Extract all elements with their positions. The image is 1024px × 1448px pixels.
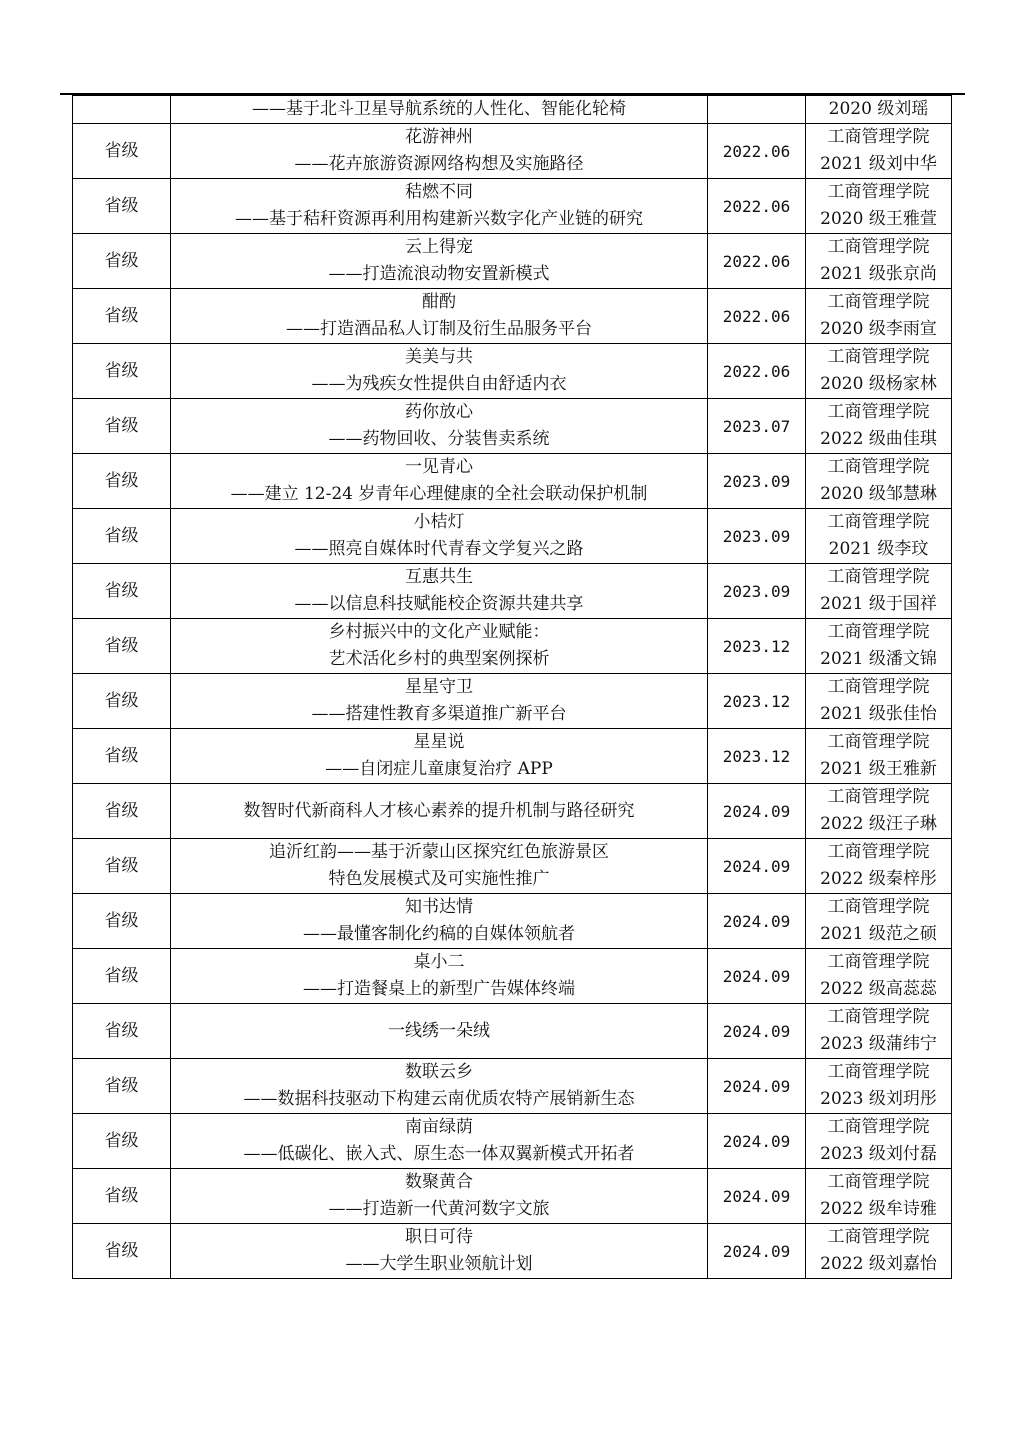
title-cell xyxy=(171,674,708,729)
owner-cell xyxy=(806,674,952,729)
owner-line: 工商管理学院 xyxy=(827,897,930,917)
owner-line: 2022 级汪子琳 xyxy=(820,814,937,834)
title-cell xyxy=(171,1224,708,1279)
level-cell: 省级 xyxy=(73,894,171,949)
date-cell: 2024.09 xyxy=(708,894,806,949)
title-line: ——建立 12-24 岁青年心理健康的全社会联动保护机制 xyxy=(230,484,648,504)
owner-line: 工商管理学院 xyxy=(827,677,930,697)
table-row xyxy=(73,784,952,839)
table-row xyxy=(73,289,952,344)
title-line: 追沂红韵——基于沂蒙山区探究红色旅游景区 xyxy=(269,842,609,862)
title-line: 特色发展模式及可实施性推广 xyxy=(328,869,550,889)
owner-line: 工商管理学院 xyxy=(827,732,930,752)
date-cell xyxy=(708,96,806,124)
title-line: 酣酌 xyxy=(422,292,456,312)
table-row xyxy=(73,1169,952,1224)
owner-cell xyxy=(806,344,952,399)
title-line: 艺术活化乡村的典型案例探析 xyxy=(328,649,550,669)
table-row xyxy=(73,619,952,674)
owner-line: 工商管理学院 xyxy=(827,512,930,532)
date-cell: 2023.12 xyxy=(708,674,806,729)
title-line: 乡村振兴中的文化产业赋能： xyxy=(328,622,550,642)
title-line: ——自闭症儿童康复治疗 APP xyxy=(325,759,553,779)
title-line: 知书达情 xyxy=(405,897,473,917)
owner-line: 2021 级范之硕 xyxy=(820,924,937,944)
title-cell xyxy=(171,949,708,1004)
date-cell: 2024.09 xyxy=(708,1059,806,1114)
owner-line: 2021 级刘中华 xyxy=(820,154,937,174)
owner-line: 2021 级张京尚 xyxy=(820,264,937,284)
owner-line: 工商管理学院 xyxy=(827,787,930,807)
date-cell: 2022.06 xyxy=(708,124,806,179)
owner-line: 2022 级秦梓彤 xyxy=(820,869,937,889)
title-cell xyxy=(171,729,708,784)
title-line: ——打造新一代黄河数字文旅 xyxy=(328,1199,550,1219)
owner-line: 2023 级刘付磊 xyxy=(820,1144,937,1164)
level-cell: 省级 xyxy=(73,784,171,839)
owner-line: 工商管理学院 xyxy=(827,1062,930,1082)
owner-line: 2020 级王雅萱 xyxy=(820,209,937,229)
title-line: 桌小二 xyxy=(413,952,465,972)
owner-line: 2021 级王雅新 xyxy=(820,759,937,779)
title-line: ——药物回收、分装售卖系统 xyxy=(328,429,550,449)
owner-cell xyxy=(806,1224,952,1279)
title-cell xyxy=(171,1169,708,1224)
owner-cell xyxy=(806,1059,952,1114)
owner-line: 2021 级潘文锦 xyxy=(820,649,937,669)
title-line: 南亩绿荫 xyxy=(405,1117,473,1137)
title-cell xyxy=(171,894,708,949)
table-row xyxy=(73,509,952,564)
owner-line: 2020 级杨家林 xyxy=(820,374,937,394)
title-cell xyxy=(171,1004,708,1059)
level-cell: 省级 xyxy=(73,839,171,894)
date-cell: 2023.12 xyxy=(708,619,806,674)
title-line: ——搭建性教育多渠道推广新平台 xyxy=(311,704,567,724)
date-cell: 2023.09 xyxy=(708,454,806,509)
level-cell: 省级 xyxy=(73,1224,171,1279)
awards-table-body xyxy=(73,96,952,1279)
owner-line: 工商管理学院 xyxy=(827,1117,930,1137)
level-cell: 省级 xyxy=(73,234,171,289)
title-line: ——以信息科技赋能校企资源共建共享 xyxy=(294,594,584,614)
title-line: ——数据科技驱动下构建云南优质农特产展销新生态 xyxy=(243,1089,635,1109)
owner-cell xyxy=(806,1114,952,1169)
date-cell: 2022.06 xyxy=(708,234,806,289)
owner-cell xyxy=(806,454,952,509)
level-cell: 省级 xyxy=(73,949,171,1004)
owner-line: 2021 级张佳怡 xyxy=(820,704,937,724)
owner-cell xyxy=(806,784,952,839)
level-cell xyxy=(73,96,171,124)
title-line: ——最懂客制化约稿的自媒体领航者 xyxy=(303,924,575,944)
table-row xyxy=(73,564,952,619)
level-cell: 省级 xyxy=(73,619,171,674)
date-cell: 2024.09 xyxy=(708,1004,806,1059)
title-cell xyxy=(171,619,708,674)
title-line: ——照亮自媒体时代青春文学复兴之路 xyxy=(294,539,584,559)
owner-line: 2020 级李雨宣 xyxy=(820,319,937,339)
owner-line: 工商管理学院 xyxy=(827,457,930,477)
owner-cell xyxy=(806,96,952,124)
table-row xyxy=(73,949,952,1004)
title-line: 星星说 xyxy=(413,732,465,752)
owner-line: 2020 级刘瑶 xyxy=(828,99,929,119)
date-cell: 2023.09 xyxy=(708,564,806,619)
owner-cell xyxy=(806,729,952,784)
owner-line: 2022 级牟诗雅 xyxy=(820,1199,937,1219)
table-row xyxy=(73,399,952,454)
title-cell xyxy=(171,564,708,619)
title-line: 数智时代新商科人才核心素养的提升机制与路径研究 xyxy=(243,800,635,821)
table-row xyxy=(73,234,952,289)
date-cell: 2023.12 xyxy=(708,729,806,784)
owner-line: 工商管理学院 xyxy=(827,842,930,862)
title-line: ——基于北斗卫星导航系统的人性化、智能化轮椅 xyxy=(252,99,626,119)
date-cell: 2022.06 xyxy=(708,344,806,399)
title-line: ——打造流浪动物安置新模式 xyxy=(328,264,550,284)
owner-cell xyxy=(806,619,952,674)
title-line: 秸燃不同 xyxy=(405,182,473,202)
owner-line: 2023 级蒲纬宁 xyxy=(820,1034,937,1054)
level-cell: 省级 xyxy=(73,1169,171,1224)
owner-line: 2020 级邹慧琳 xyxy=(820,484,937,504)
table-row xyxy=(73,1059,952,1114)
title-line: 数联云乡 xyxy=(405,1062,473,1082)
table-row xyxy=(73,674,952,729)
date-cell: 2024.09 xyxy=(708,839,806,894)
table-row xyxy=(73,344,952,399)
owner-line: 工商管理学院 xyxy=(827,1007,930,1027)
title-line: ——基于秸秆资源再利用构建新兴数字化产业链的研究 xyxy=(235,209,643,229)
date-cell: 2022.06 xyxy=(708,179,806,234)
owner-line: 工商管理学院 xyxy=(827,1227,930,1247)
date-cell: 2024.09 xyxy=(708,949,806,1004)
title-line: 职日可待 xyxy=(405,1227,473,1247)
title-cell xyxy=(171,454,708,509)
owner-cell xyxy=(806,839,952,894)
title-line: ——花卉旅游资源网络构想及实施路径 xyxy=(294,154,584,174)
owner-cell xyxy=(806,289,952,344)
title-line: 数聚黄合 xyxy=(405,1172,473,1192)
owner-line: 2022 级高蕊蕊 xyxy=(820,979,937,999)
owner-line: 工商管理学院 xyxy=(827,347,930,367)
title-line: ——打造酒品私人订制及衍生品服务平台 xyxy=(286,319,592,339)
owner-line: 2021 级李玟 xyxy=(828,539,929,559)
level-cell: 省级 xyxy=(73,1059,171,1114)
table-row xyxy=(73,454,952,509)
title-line: 花游神州 xyxy=(405,127,473,147)
table-row xyxy=(73,839,952,894)
title-line: ——大学生职业领航计划 xyxy=(345,1254,533,1274)
owner-cell xyxy=(806,564,952,619)
title-cell xyxy=(171,289,708,344)
date-cell: 2022.06 xyxy=(708,289,806,344)
title-cell xyxy=(171,839,708,894)
owner-cell xyxy=(806,234,952,289)
owner-line: 工商管理学院 xyxy=(827,622,930,642)
title-line: 美美与共 xyxy=(405,347,473,367)
title-cell xyxy=(171,1059,708,1114)
level-cell: 省级 xyxy=(73,399,171,454)
date-cell: 2024.09 xyxy=(708,1224,806,1279)
level-cell: 省级 xyxy=(73,344,171,399)
owner-line: 工商管理学院 xyxy=(827,402,930,422)
title-cell xyxy=(171,234,708,289)
title-cell xyxy=(171,509,708,564)
owner-cell xyxy=(806,509,952,564)
title-cell xyxy=(171,1114,708,1169)
owner-cell xyxy=(806,1169,952,1224)
title-cell xyxy=(171,399,708,454)
title-line: 互惠共生 xyxy=(405,567,473,587)
date-cell: 2024.09 xyxy=(708,1169,806,1224)
owner-line: 工商管理学院 xyxy=(827,567,930,587)
table-row xyxy=(73,1224,952,1279)
title-line: 药你放心 xyxy=(405,402,473,422)
level-cell: 省级 xyxy=(73,564,171,619)
date-cell: 2023.07 xyxy=(708,399,806,454)
title-line: 一线绣一朵绒 xyxy=(388,1020,490,1041)
title-cell xyxy=(171,784,708,839)
owner-cell xyxy=(806,179,952,234)
owner-cell xyxy=(806,949,952,1004)
level-cell: 省级 xyxy=(73,289,171,344)
level-cell: 省级 xyxy=(73,674,171,729)
level-cell: 省级 xyxy=(73,124,171,179)
owner-line: 工商管理学院 xyxy=(827,292,930,312)
title-cell xyxy=(171,124,708,179)
title-line: ——低碳化、嵌入式、原生态一体双翼新模式开拓者 xyxy=(243,1144,635,1164)
table-row-continued xyxy=(73,96,952,124)
awards-table xyxy=(72,95,952,1279)
level-cell: 省级 xyxy=(73,454,171,509)
title-cell xyxy=(171,179,708,234)
date-cell: 2023.09 xyxy=(708,509,806,564)
title-line: 云上得宠 xyxy=(405,237,473,257)
title-line: ——打造餐桌上的新型广告媒体终端 xyxy=(303,979,575,999)
owner-line: 2022 级刘嘉怡 xyxy=(820,1254,937,1274)
owner-line: 工商管理学院 xyxy=(827,237,930,257)
title-line: 星星守卫 xyxy=(405,677,473,697)
owner-line: 2021 级于国祥 xyxy=(820,594,937,614)
level-cell: 省级 xyxy=(73,509,171,564)
level-cell: 省级 xyxy=(73,1114,171,1169)
title-cell xyxy=(171,96,708,124)
owner-line: 2023 级刘玥彤 xyxy=(820,1089,937,1109)
table-row xyxy=(73,179,952,234)
table-row xyxy=(73,1114,952,1169)
owner-cell xyxy=(806,1004,952,1059)
title-line: 一见青心 xyxy=(405,457,473,477)
owner-line: 工商管理学院 xyxy=(827,952,930,972)
date-cell: 2024.09 xyxy=(708,1114,806,1169)
level-cell: 省级 xyxy=(73,179,171,234)
level-cell: 省级 xyxy=(73,729,171,784)
owner-cell xyxy=(806,124,952,179)
table-row xyxy=(73,1004,952,1059)
table-row xyxy=(73,729,952,784)
owner-line: 2022 级曲佳琪 xyxy=(820,429,937,449)
table-row xyxy=(73,894,952,949)
level-cell: 省级 xyxy=(73,1004,171,1059)
owner-cell xyxy=(806,399,952,454)
owner-line: 工商管理学院 xyxy=(827,1172,930,1192)
title-line: 小桔灯 xyxy=(413,512,465,532)
title-line: ——为残疾女性提供自由舒适内衣 xyxy=(311,374,567,394)
title-cell xyxy=(171,344,708,399)
table-row xyxy=(73,124,952,179)
owner-line: 工商管理学院 xyxy=(827,127,930,147)
date-cell: 2024.09 xyxy=(708,784,806,839)
owner-cell xyxy=(806,894,952,949)
owner-line: 工商管理学院 xyxy=(827,182,930,202)
